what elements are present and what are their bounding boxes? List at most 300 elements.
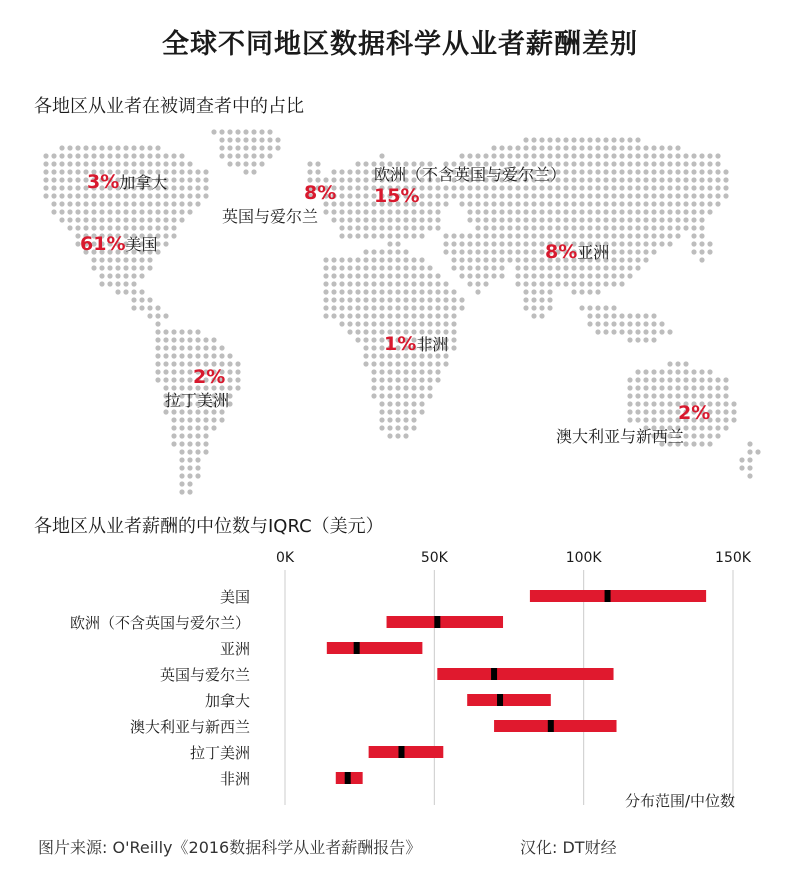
map-dot: [163, 217, 168, 222]
map-dot: [675, 225, 680, 230]
map-dot: [67, 145, 72, 150]
map-dot: [443, 361, 448, 366]
map-dot: [643, 393, 648, 398]
map-dot: [619, 217, 624, 222]
map-dot: [419, 281, 424, 286]
map-dot: [411, 377, 416, 382]
map-dot: [491, 241, 496, 246]
map-dot: [699, 217, 704, 222]
map-dot: [603, 233, 608, 238]
map-dot: [123, 257, 128, 262]
map-dot: [691, 193, 696, 198]
map-dot: [555, 217, 560, 222]
map-dot: [171, 201, 176, 206]
map-dot: [595, 305, 600, 310]
map-dot: [635, 145, 640, 150]
map-dot: [483, 153, 488, 158]
map-dot: [347, 289, 352, 294]
map-dot: [435, 361, 440, 366]
map-dot: [187, 473, 192, 478]
map-dot: [355, 337, 360, 342]
map-dot: [579, 193, 584, 198]
map-dot: [363, 337, 368, 342]
map-dot: [171, 345, 176, 350]
map-dot: [395, 393, 400, 398]
map-dot: [731, 417, 736, 422]
map-dot: [483, 281, 488, 286]
map-dot: [571, 145, 576, 150]
map-dot: [635, 337, 640, 342]
map-dot: [523, 241, 528, 246]
map-dot: [531, 265, 536, 270]
map-dot: [427, 385, 432, 390]
map-dot: [635, 201, 640, 206]
map-dot: [195, 329, 200, 334]
map-dot: [171, 337, 176, 342]
map-dot: [75, 201, 80, 206]
map-dot: [619, 209, 624, 214]
map-dot: [251, 161, 256, 166]
map-dot: [379, 249, 384, 254]
map-dot: [467, 217, 472, 222]
map-dot: [483, 233, 488, 238]
map-dot: [611, 313, 616, 318]
median-marker: [491, 668, 497, 680]
map-dot: [651, 193, 656, 198]
map-dot: [387, 401, 392, 406]
map-dot: [635, 265, 640, 270]
map-dot: [259, 137, 264, 142]
map-dot: [651, 249, 656, 254]
map-dot: [627, 321, 632, 326]
map-dot: [259, 145, 264, 150]
map-dot: [523, 217, 528, 222]
map-dot: [603, 161, 608, 166]
map-dot: [643, 201, 648, 206]
map-dot: [403, 361, 408, 366]
map-dot: [379, 385, 384, 390]
map-dot: [611, 169, 616, 174]
map-dot: [267, 137, 272, 142]
map-dot: [659, 233, 664, 238]
region-label-europe: 欧洲（不含英国与爱尔兰） 15%: [374, 165, 567, 207]
map-dot: [459, 233, 464, 238]
map-dot: [355, 217, 360, 222]
map-dot: [371, 393, 376, 398]
map-dot: [387, 409, 392, 414]
map-dot: [683, 201, 688, 206]
map-dot: [595, 281, 600, 286]
map-dot: [51, 169, 56, 174]
map-dot: [683, 209, 688, 214]
map-dot: [147, 257, 152, 262]
map-dot: [651, 241, 656, 246]
map-dot: [419, 273, 424, 278]
map-dot: [379, 409, 384, 414]
map-dot: [211, 345, 216, 350]
map-dot: [691, 241, 696, 246]
map-dot: [163, 233, 168, 238]
map-dot: [187, 185, 192, 190]
map-dot: [171, 209, 176, 214]
map-dot: [347, 297, 352, 302]
map-dot: [187, 481, 192, 486]
map-dot: [419, 369, 424, 374]
map-dot: [171, 217, 176, 222]
map-dot: [539, 249, 544, 254]
map-dot: [699, 257, 704, 262]
map-dot: [171, 433, 176, 438]
map-dot: [419, 409, 424, 414]
map-dot: [235, 361, 240, 366]
map-dot: [403, 321, 408, 326]
map-dot: [659, 225, 664, 230]
map-dot: [363, 225, 368, 230]
map-dot: [563, 233, 568, 238]
map-dot: [635, 177, 640, 182]
map-dot: [235, 145, 240, 150]
map-dot: [147, 217, 152, 222]
map-dot: [387, 273, 392, 278]
map-dot: [651, 145, 656, 150]
map-dot: [651, 225, 656, 230]
map-dot: [587, 153, 592, 158]
map-dot: [651, 329, 656, 334]
map-dot: [147, 209, 152, 214]
map-dot: [595, 225, 600, 230]
map-dot: [123, 153, 128, 158]
range-bar: [494, 720, 616, 732]
map-dot: [371, 297, 376, 302]
map-dot: [131, 257, 136, 262]
map-dot: [43, 161, 48, 166]
map-dot: [515, 265, 520, 270]
map-dot: [363, 161, 368, 166]
map-dot: [611, 265, 616, 270]
map-dot: [667, 153, 672, 158]
map-dot: [411, 393, 416, 398]
map-dot: [379, 377, 384, 382]
map-dot: [627, 265, 632, 270]
map-dot: [643, 313, 648, 318]
map-dot: [523, 233, 528, 238]
map-dot: [539, 305, 544, 310]
map-dot: [187, 345, 192, 350]
map-dot: [187, 489, 192, 494]
map-dot: [611, 241, 616, 246]
map-dot: [531, 153, 536, 158]
map-dot: [379, 217, 384, 222]
map-dot: [699, 241, 704, 246]
range-bar: [369, 746, 444, 758]
map-dot: [163, 201, 168, 206]
map-dot: [339, 297, 344, 302]
map-dot: [107, 153, 112, 158]
map-dot: [643, 145, 648, 150]
map-dot: [643, 161, 648, 166]
map-dot: [451, 233, 456, 238]
map-dot: [675, 161, 680, 166]
map-dot: [595, 329, 600, 334]
map-dot: [107, 217, 112, 222]
map-dot: [371, 289, 376, 294]
row-label: 亚洲: [219, 640, 250, 658]
map-dot: [379, 369, 384, 374]
map-dot: [499, 209, 504, 214]
map-dot: [523, 297, 528, 302]
map-dot: [523, 289, 528, 294]
map-dot: [187, 169, 192, 174]
map-dot: [707, 161, 712, 166]
map-dot: [587, 313, 592, 318]
map-dot: [419, 321, 424, 326]
median-marker: [434, 616, 440, 628]
map-dot: [179, 441, 184, 446]
map-dot: [507, 153, 512, 158]
map-dot: [75, 153, 80, 158]
map-dot: [115, 289, 120, 294]
map-dot: [123, 281, 128, 286]
map-dot: [611, 305, 616, 310]
map-dot: [603, 225, 608, 230]
map-dot: [179, 449, 184, 454]
map-dot: [179, 425, 184, 430]
map-dot: [227, 145, 232, 150]
map-dot: [547, 153, 552, 158]
map-dot: [627, 217, 632, 222]
map-dot: [491, 233, 496, 238]
map-dot: [587, 201, 592, 206]
map-dot: [475, 209, 480, 214]
map-dot: [75, 193, 80, 198]
map-dot: [195, 417, 200, 422]
map-dot: [675, 201, 680, 206]
map-dot: [195, 337, 200, 342]
map-dot: [371, 385, 376, 390]
map-dot: [355, 225, 360, 230]
map-dot: [579, 289, 584, 294]
map-dot: [187, 177, 192, 182]
map-dot: [499, 273, 504, 278]
map-dot: [547, 233, 552, 238]
map-dot: [619, 137, 624, 142]
map-dot: [547, 137, 552, 142]
map-dot: [419, 305, 424, 310]
map-dot: [83, 217, 88, 222]
map-dot: [467, 257, 472, 262]
map-dot: [443, 297, 448, 302]
map-dot: [339, 265, 344, 270]
map-dot: [179, 153, 184, 158]
map-dot: [379, 305, 384, 310]
map-dot: [403, 297, 408, 302]
map-dot: [323, 305, 328, 310]
map-dot: [323, 265, 328, 270]
map-dot: [475, 241, 480, 246]
median-marker: [354, 642, 360, 654]
map-dot: [115, 257, 120, 262]
map-dot: [179, 201, 184, 206]
map-dot: [387, 305, 392, 310]
map-dot: [203, 345, 208, 350]
map-dot: [659, 385, 664, 390]
map-dot: [435, 369, 440, 374]
map-dot: [539, 233, 544, 238]
map-dot: [667, 185, 672, 190]
map-dot: [459, 305, 464, 310]
map-dot: [131, 305, 136, 310]
map-dot: [707, 209, 712, 214]
map-dot: [699, 393, 704, 398]
map-dot: [187, 457, 192, 462]
map-dot: [59, 145, 64, 150]
map-dot: [515, 273, 520, 278]
map-dot: [403, 377, 408, 382]
map-dot: [435, 281, 440, 286]
map-dot: [443, 313, 448, 318]
map-dot: [259, 161, 264, 166]
map-dot: [363, 281, 368, 286]
map-dot: [555, 137, 560, 142]
map-dot: [363, 257, 368, 262]
map-dot: [651, 369, 656, 374]
map-dot: [203, 449, 208, 454]
row-label: 加拿大: [204, 692, 250, 710]
map-dot: [411, 425, 416, 430]
map-dot: [555, 209, 560, 214]
map-dot: [379, 281, 384, 286]
map-dot: [619, 257, 624, 262]
map-dot: [659, 321, 664, 326]
map-dot: [475, 225, 480, 230]
map-dot: [475, 273, 480, 278]
map-dot: [659, 241, 664, 246]
map-dot: [331, 265, 336, 270]
map-dot: [195, 473, 200, 478]
map-dot: [339, 209, 344, 214]
map-dot: [75, 161, 80, 166]
map-dot: [131, 225, 136, 230]
map-dot: [707, 393, 712, 398]
map-dot: [187, 465, 192, 470]
map-dot: [147, 225, 152, 230]
map-dot: [443, 281, 448, 286]
map-dot: [187, 433, 192, 438]
map-dot: [627, 145, 632, 150]
map-dot: [563, 273, 568, 278]
map-dot: [347, 321, 352, 326]
map-dot: [203, 185, 208, 190]
map-dot: [539, 289, 544, 294]
map-dot: [387, 433, 392, 438]
map-dot: [155, 209, 160, 214]
translation-note: 汉化: DT财经: [520, 838, 617, 857]
map-dot: [715, 169, 720, 174]
map-dot: [659, 193, 664, 198]
map-dot: [51, 185, 56, 190]
map-dot: [611, 281, 616, 286]
map-dot: [691, 249, 696, 254]
map-dot: [595, 265, 600, 270]
map-dot: [43, 185, 48, 190]
map-dot: [699, 177, 704, 182]
map-dot: [643, 193, 648, 198]
map-dot: [355, 233, 360, 238]
map-dot: [155, 353, 160, 358]
map-dot: [539, 281, 544, 286]
map-dot: [427, 305, 432, 310]
map-dot: [219, 137, 224, 142]
map-dot: [611, 153, 616, 158]
map-dot: [251, 153, 256, 158]
map-dot: [627, 249, 632, 254]
map-dot: [571, 273, 576, 278]
map-dot: [435, 209, 440, 214]
map-dot: [595, 177, 600, 182]
map-dot: [339, 185, 344, 190]
map-dot: [587, 177, 592, 182]
map-dot: [451, 305, 456, 310]
map-dot: [347, 225, 352, 230]
map-dot: [675, 193, 680, 198]
map-dot: [371, 249, 376, 254]
map-dot: [131, 153, 136, 158]
map-dot: [171, 169, 176, 174]
map-dot: [259, 153, 264, 158]
map-dot: [587, 265, 592, 270]
map-dot: [619, 145, 624, 150]
map-dot: [179, 169, 184, 174]
map-dot: [619, 193, 624, 198]
map-dot: [459, 297, 464, 302]
map-dot: [243, 161, 248, 166]
map-dot: [459, 153, 464, 158]
map-dot: [475, 265, 480, 270]
map-dot: [667, 177, 672, 182]
map-dot: [427, 217, 432, 222]
map-dot: [139, 193, 144, 198]
map-dot: [219, 345, 224, 350]
map-dot: [419, 361, 424, 366]
map-dot: [83, 153, 88, 158]
map-dot: [467, 209, 472, 214]
map-dot: [627, 337, 632, 342]
median-marker: [345, 772, 351, 784]
map-dot: [395, 385, 400, 390]
map-dot: [627, 153, 632, 158]
map-dot: [155, 369, 160, 374]
map-dot: [147, 313, 152, 318]
map-dot: [347, 185, 352, 190]
map-dot: [747, 465, 752, 470]
map-dot: [523, 265, 528, 270]
map-dot: [195, 433, 200, 438]
map-dot: [627, 385, 632, 390]
map-dot: [203, 177, 208, 182]
map-dot: [635, 377, 640, 382]
map-dot: [163, 313, 168, 318]
map-dot: [459, 241, 464, 246]
map-dot: [395, 273, 400, 278]
map-dot: [675, 145, 680, 150]
map-dot: [643, 225, 648, 230]
map-dot: [99, 265, 104, 270]
map-dot: [595, 185, 600, 190]
map-dot: [411, 257, 416, 262]
map-dot: [91, 161, 96, 166]
map-dot: [659, 329, 664, 334]
legend-label: 分布范围/中位数: [624, 792, 735, 810]
